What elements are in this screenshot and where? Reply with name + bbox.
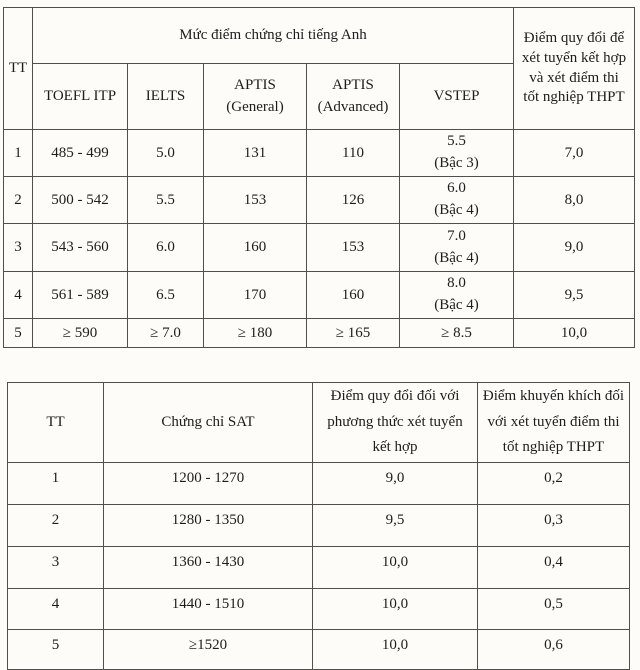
t2-cell-conversion: 10,0 [313,546,478,588]
vstep-score: 5.5 [447,133,466,150]
t2-header-bonus: Điểm khuyến khích đối với xét tuyển điểm thi tốt nghiệp THPT [478,383,630,463]
t1-header-tt: TT [4,8,33,130]
t2-cell-sat: 1440 - 1510 [104,588,313,629]
t1-header-group: Mức điểm chứng chỉ tiếng Anh [33,8,514,64]
t1-cell-vstep [400,224,514,272]
t1-cell-aptis-general: 153 [204,177,307,224]
t1-cell-converted: 8,0 [514,177,635,224]
vstep-level: (Bậc 4) [434,297,479,313]
t1-cell-ielts: 5.0 [128,130,204,177]
t2-cell-bonus: 0,5 [478,588,630,629]
t1-cell-ielts: 6.5 [128,272,204,319]
t1-cell-converted: 9,0 [514,224,635,272]
table-row [8,546,630,588]
t1-cell-tt: 3 [4,224,33,272]
t1-header-conversion: Điểm quy đổi để xét tuyển kết hợp và xét điểm thi tốt nghiệp THPT [514,8,635,130]
t2-header-tt: TT [8,383,104,463]
table-row [8,462,630,504]
t2-cell-conversion: 9,5 [313,504,478,546]
vstep-score: 6.0 [447,180,466,197]
table-row [8,504,630,546]
t2-cell-bonus: 0,6 [478,629,630,669]
t1-header-aptis-general [204,64,307,130]
t2-cell-tt: 3 [8,546,104,588]
t1-cell-aptis-advanced: 160 [307,272,400,319]
t1-cell-ielts: ≥ 7.0 [128,319,204,348]
t1-header-aptis-advanced [307,64,400,130]
t2-cell-sat: ≥1520 [104,629,313,669]
t2-header-sat: Chứng chỉ SAT [104,383,313,463]
vstep-score: 8.0 [447,275,466,292]
table-row [4,319,635,348]
table-row [4,272,635,319]
t2-cell-sat: 1200 - 1270 [104,462,313,504]
english-certificate-conversion-table [3,7,635,348]
t1-cell-toefl: 500 - 542 [33,177,128,224]
t2-cell-conversion: 10,0 [313,588,478,629]
t1-cell-toefl: ≥ 590 [33,319,128,348]
t2-cell-sat: 1360 - 1430 [104,546,313,588]
t2-cell-tt: 1 [8,462,104,504]
t1-cell-converted: 10,0 [514,319,635,348]
t1-cell-aptis-advanced: 126 [307,177,400,224]
table-row [4,177,635,224]
t2-cell-conversion: 10,0 [313,629,478,669]
t2-cell-conversion: 9,0 [313,462,478,504]
aptis-general-line2: (General) [226,98,284,115]
t2-cell-bonus: 0,3 [478,504,630,546]
t1-cell-aptis-general: ≥ 180 [204,319,307,348]
t2-header-conversion: Điểm quy đổi đối với phương thức xét tuyển kết hợp [313,383,478,463]
t1-cell-toefl: 561 - 589 [33,272,128,319]
t1-cell-aptis-advanced: ≥ 165 [307,319,400,348]
t1-header-vstep: VSTEP [400,64,514,130]
vstep-level: (Bậc 3) [434,155,479,171]
t1-cell-aptis-advanced: 110 [307,130,400,177]
t2-cell-tt: 2 [8,504,104,546]
t1-cell-toefl: 485 - 499 [33,130,128,177]
t1-cell-vstep [400,272,514,319]
t1-cell-vstep [400,130,514,177]
table-row [8,629,630,669]
aptis-advanced-line1: APTIS [332,76,374,93]
t1-cell-ielts: 6.0 [128,224,204,272]
t1-cell-vstep [400,177,514,224]
table-row [8,588,630,629]
t2-cell-bonus: 0,2 [478,462,630,504]
t1-cell-tt: 2 [4,177,33,224]
aptis-advanced-line2: (Advanced) [317,98,389,115]
t1-cell-converted: 9,5 [514,272,635,319]
t1-cell-converted: 7,0 [514,130,635,177]
t2-cell-bonus: 0,4 [478,546,630,588]
t2-cell-sat: 1280 - 1350 [104,504,313,546]
table-row [4,130,635,177]
t1-cell-aptis-general: 170 [204,272,307,319]
table-row [4,224,635,272]
vstep-level: (Bậc 4) [434,202,479,218]
aptis-general-line1: APTIS [234,76,276,93]
t1-cell-tt: 5 [4,319,33,348]
sat-conversion-table [7,382,630,670]
vstep-level: (Bậc 4) [434,249,479,266]
t1-cell-toefl: 543 - 560 [33,224,128,272]
t2-cell-tt: 4 [8,588,104,629]
t1-cell-vstep: ≥ 8.5 [400,319,514,348]
t1-cell-aptis-advanced: 153 [307,224,400,272]
t1-cell-ielts: 5.5 [128,177,204,224]
t1-header-ielts: IELTS [128,64,204,130]
vstep-score: 7.0 [447,227,466,244]
t2-cell-tt: 5 [8,629,104,669]
t1-cell-tt: 4 [4,272,33,319]
t1-cell-aptis-general: 131 [204,130,307,177]
t1-cell-aptis-general: 160 [204,224,307,272]
t1-header-toefl: TOEFL ITP [33,64,128,130]
t1-cell-tt: 1 [4,130,33,177]
